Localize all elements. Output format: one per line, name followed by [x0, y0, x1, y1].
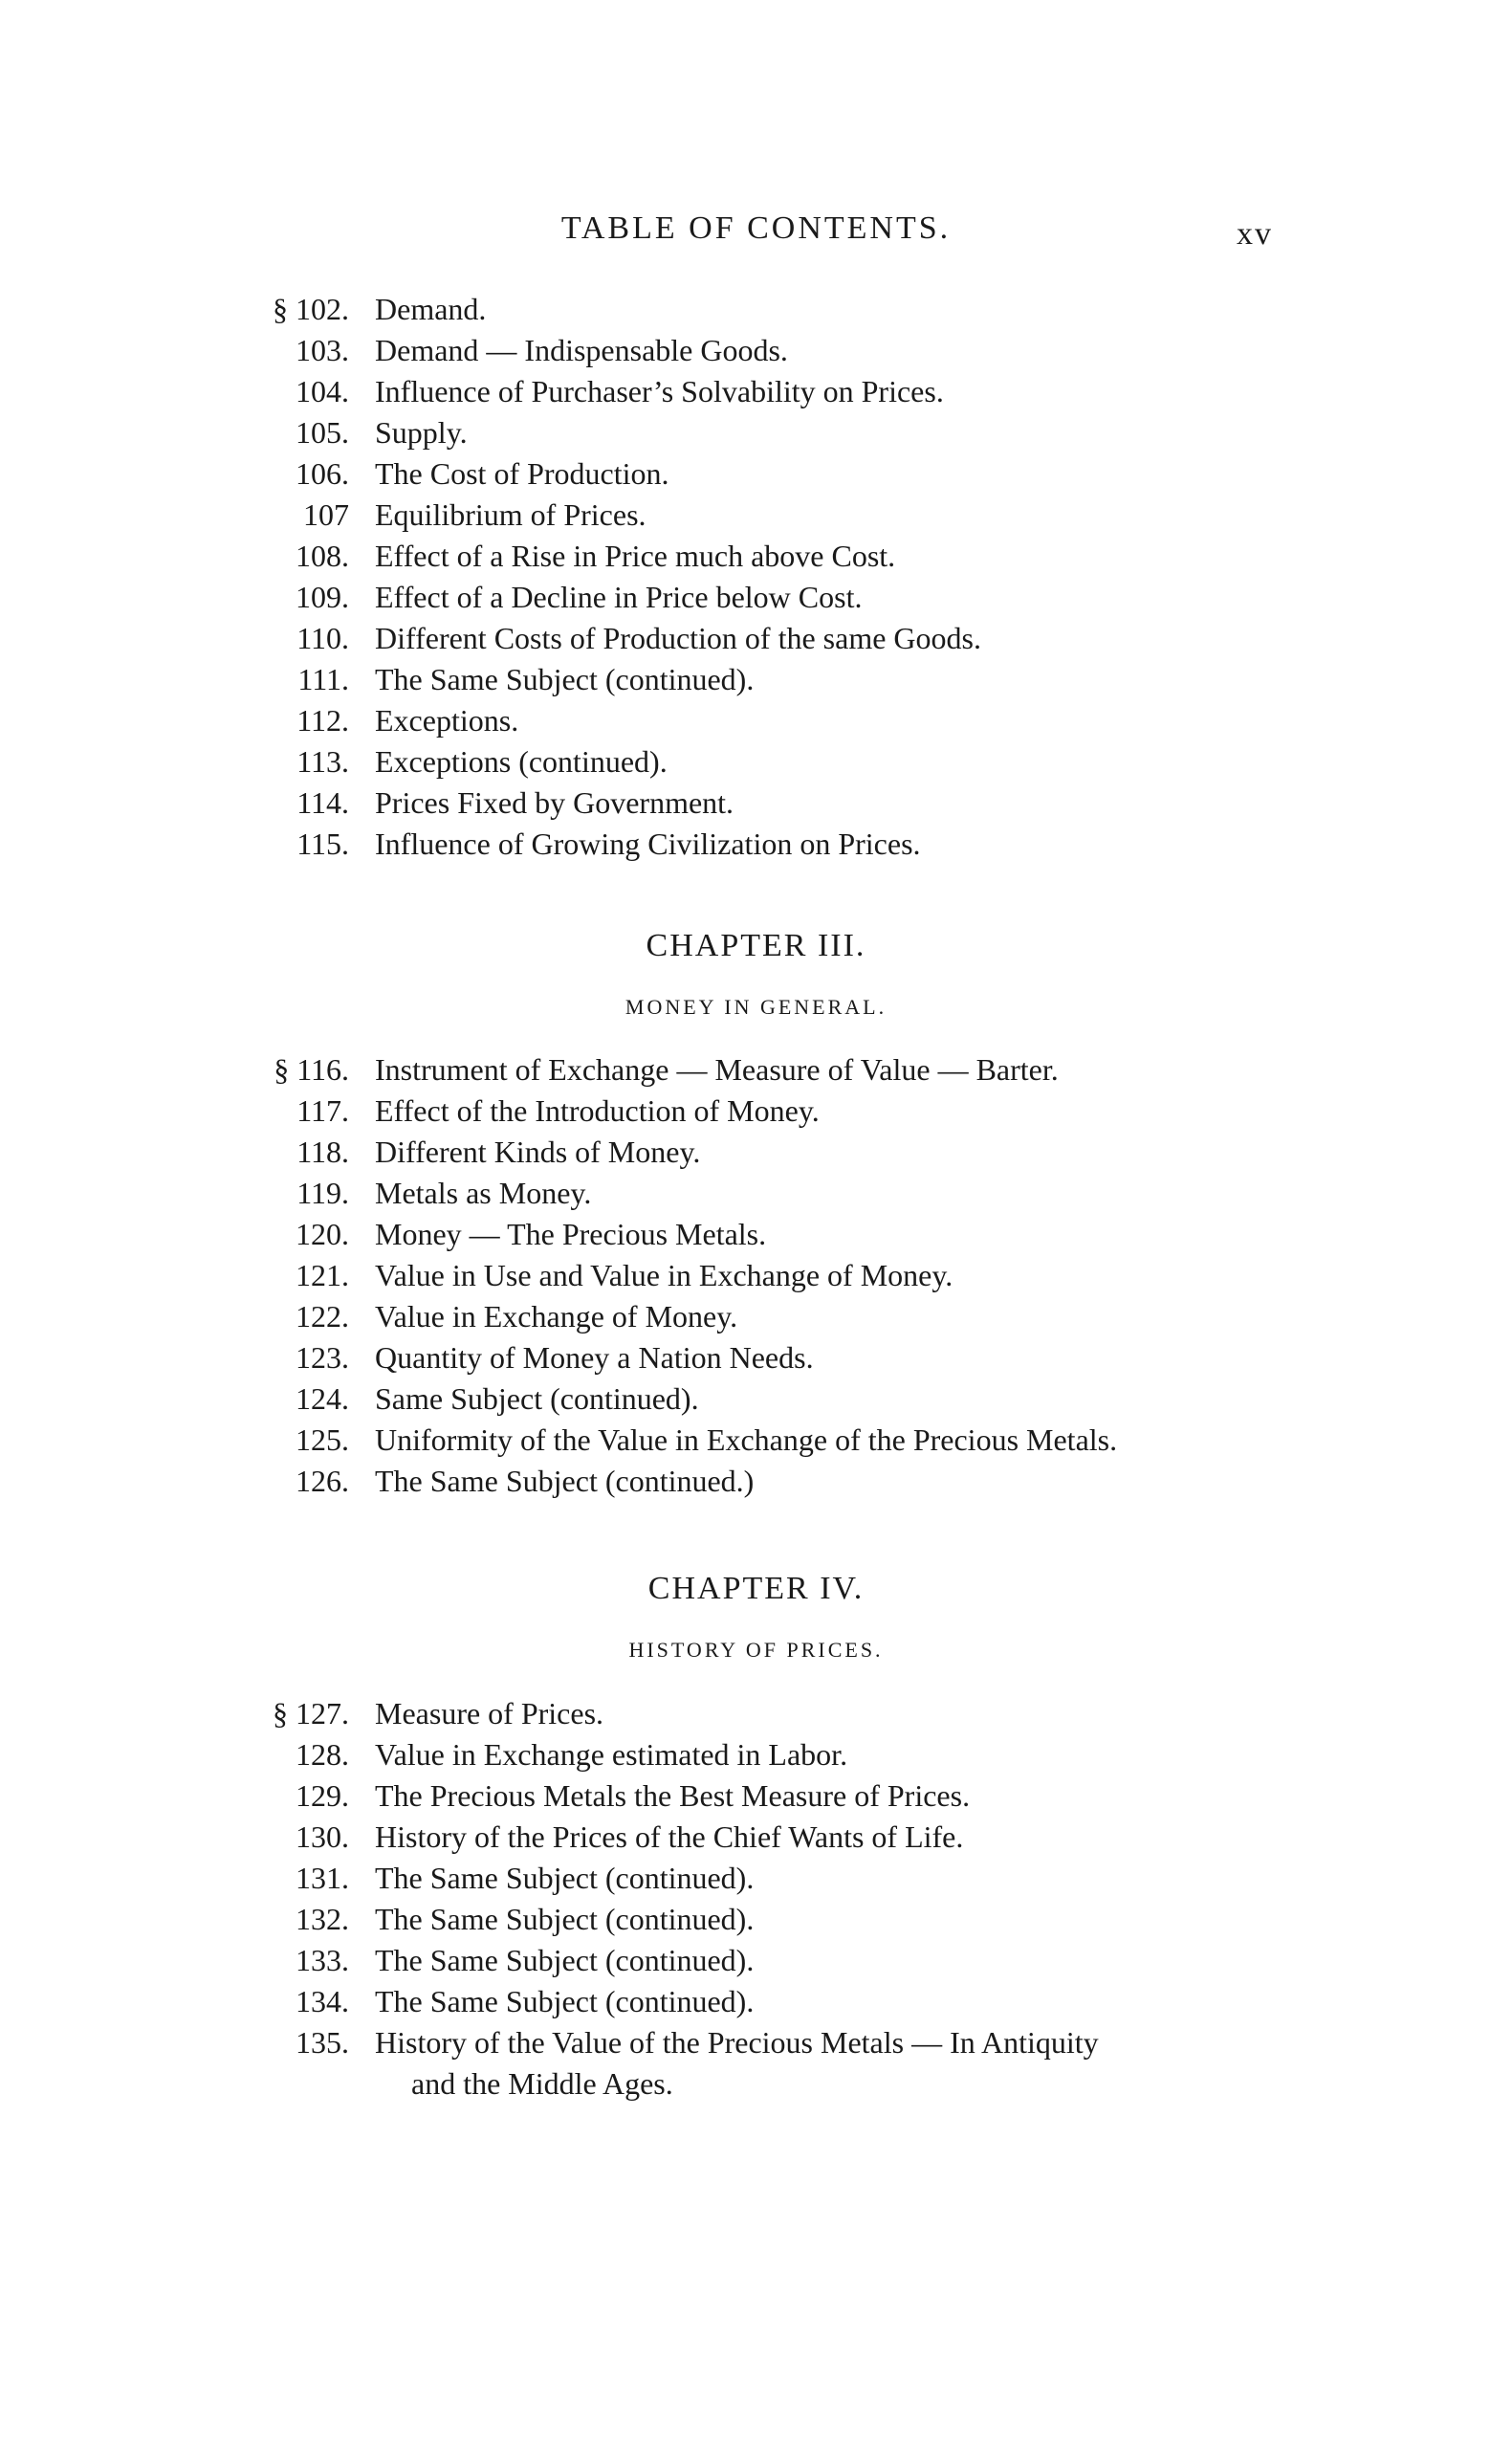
- section-number: 109.: [296, 580, 349, 614]
- section-title-text: Equilibrium of Prices.: [375, 497, 646, 532]
- toc-entry: [253, 1091, 1296, 1132]
- toc-entry: [253, 1858, 1296, 1899]
- section-number: 117.: [296, 1093, 349, 1128]
- section-number: 123.: [296, 1340, 349, 1375]
- toc-entry: [253, 1296, 1296, 1337]
- toc-entry: [253, 783, 1296, 824]
- section-title-text: Money — The Precious Metals.: [375, 1217, 767, 1251]
- section-title: [375, 1734, 847, 1775]
- toc-entry: [253, 1337, 1296, 1378]
- section-number: 129.: [296, 1778, 349, 1813]
- toc-entry: [253, 371, 1296, 412]
- section-number: 111.: [297, 662, 349, 696]
- section-title-text: Value in Use and Value in Exchange of Money.: [375, 1258, 953, 1292]
- section-title-text: The Cost of Production.: [375, 456, 669, 491]
- section-number: 105.: [296, 415, 349, 450]
- section-number: 128.: [296, 1737, 349, 1772]
- section-title-text: Same Subject (continued).: [375, 1381, 699, 1416]
- section-number: 135.: [296, 2025, 349, 2060]
- section-title: [375, 783, 734, 824]
- toc-entry: [253, 1049, 1296, 1091]
- toc-entry: [253, 412, 1296, 453]
- section-title-text: Exceptions (continued).: [375, 744, 668, 779]
- section-title-text: The Same Subject (continued).: [375, 1902, 755, 1936]
- chapter-subheading-4: HISTORY OF PRICES.: [628, 1638, 884, 1662]
- section-title-text: The Same Subject (continued).: [375, 662, 755, 696]
- toc-entry: [253, 1214, 1296, 1255]
- section-title-continuation: and the Middle Ages.: [411, 2066, 673, 2101]
- toc-entry: [253, 330, 1296, 371]
- section-number: 132.: [296, 1902, 349, 1936]
- section-number: 107: [303, 497, 349, 532]
- section-title: [375, 1091, 820, 1132]
- toc-entry: [253, 1899, 1296, 1940]
- section-title: [375, 412, 468, 453]
- section-title: [375, 618, 981, 659]
- section-title: [375, 741, 668, 783]
- toc-entry: [253, 289, 1296, 330]
- section-title: [375, 495, 646, 536]
- section-title-text: Demand.: [375, 292, 487, 326]
- section-title: [375, 824, 921, 865]
- section-title-text: Uniformity of the Value in Exchange of the Precious Metals.: [375, 1422, 1118, 1457]
- section-title: [375, 330, 788, 371]
- section-title: [375, 1173, 591, 1214]
- section-title-text: Exceptions.: [375, 703, 519, 738]
- section-title: [375, 1461, 754, 1502]
- section-title-text: The Same Subject (continued).: [375, 1861, 755, 1895]
- contents-list-chapter-2: [253, 289, 1296, 865]
- section-number: § 116.: [274, 1052, 349, 1087]
- section-title-text: Effect of the Introduction of Money.: [375, 1093, 820, 1128]
- section-title: [375, 1132, 700, 1173]
- chapter-heading-4: CHAPTER IV.: [647, 1571, 865, 1606]
- section-title-text: Effect of a Rise in Price much above Cost.: [375, 539, 896, 573]
- section-number: 103.: [296, 333, 349, 367]
- section-title-text: Effect of a Decline in Price below Cost.: [375, 580, 863, 614]
- section-title: [375, 1775, 970, 1817]
- toc-entry: [253, 659, 1296, 700]
- section-title-text: The Same Subject (continued).: [375, 1943, 755, 1977]
- toc-entry: [253, 1255, 1296, 1296]
- section-title: [375, 1255, 953, 1296]
- section-title-text: The Same Subject (continued.): [375, 1464, 755, 1498]
- section-title: [375, 1858, 754, 1899]
- toc-entry: [253, 1461, 1296, 1502]
- section-title: [375, 577, 862, 618]
- toc-entry: [253, 1981, 1296, 2022]
- section-number: 119.: [296, 1176, 349, 1210]
- section-title: [375, 659, 754, 700]
- section-title: [375, 700, 518, 741]
- toc-entry: [253, 536, 1296, 577]
- section-number: 131.: [296, 1861, 349, 1895]
- toc-entry: [253, 577, 1296, 618]
- section-number: 134.: [296, 1984, 349, 2018]
- toc-entry: [253, 2022, 1296, 2105]
- section-title: [375, 1817, 963, 1858]
- section-title: [375, 1420, 1117, 1461]
- section-number: 104.: [296, 374, 349, 408]
- section-number: 110.: [296, 621, 349, 655]
- toc-entry: [253, 1132, 1296, 1173]
- section-title: [375, 453, 669, 495]
- toc-entry: [253, 1775, 1296, 1817]
- toc-entry: [253, 1378, 1296, 1420]
- section-title: [375, 1296, 737, 1337]
- section-title-text: Prices Fixed by Government.: [375, 785, 734, 820]
- running-title: TABLE OF CONTENTS.: [560, 210, 952, 246]
- toc-entry: [253, 700, 1296, 741]
- section-title-text: Metals as Money.: [375, 1176, 592, 1210]
- section-number: 121.: [296, 1258, 349, 1292]
- contents-list-chapter-4: [253, 1693, 1296, 2105]
- section-number: 118.: [296, 1135, 349, 1169]
- section-number: 130.: [296, 1819, 349, 1854]
- chapter-heading-3: CHAPTER III.: [646, 928, 866, 963]
- toc-entry: [253, 1817, 1296, 1858]
- toc-entry: [253, 1734, 1296, 1775]
- section-number: 124.: [296, 1381, 349, 1416]
- toc-entry: [253, 824, 1296, 865]
- section-title: [375, 1693, 603, 1734]
- toc-entry: [253, 1420, 1296, 1461]
- section-title: [375, 1049, 1059, 1091]
- contents-list-chapter-3: [253, 1049, 1296, 1502]
- section-title-text: Influence of Purchaser’s Solvability on Prices.: [375, 374, 944, 408]
- page-number: xv: [1237, 216, 1273, 252]
- toc-entry: [253, 618, 1296, 659]
- section-title-text: The Same Subject (continued).: [375, 1984, 755, 2018]
- toc-entry: [253, 453, 1296, 495]
- section-number: 106.: [296, 456, 349, 491]
- section-number: 122.: [296, 1299, 349, 1334]
- section-title-text: History of the Prices of the Chief Wants of Life.: [375, 1819, 964, 1854]
- section-number: 126.: [296, 1464, 349, 1498]
- section-title: [375, 536, 895, 577]
- section-title: [375, 1899, 754, 1940]
- section-title-text: Value in Exchange of Money.: [375, 1299, 738, 1334]
- section-number: 133.: [296, 1943, 349, 1977]
- section-title: [375, 1214, 766, 1255]
- section-title-text: Value in Exchange estimated in Labor.: [375, 1737, 848, 1772]
- section-title: [375, 371, 944, 412]
- section-title-text: The Precious Metals the Best Measure of Prices.: [375, 1778, 971, 1813]
- toc-entry: [253, 495, 1296, 536]
- toc-entry: [253, 741, 1296, 783]
- section-title: [375, 1940, 754, 1981]
- toc-entry: [253, 1173, 1296, 1214]
- toc-entry: [253, 1940, 1296, 1981]
- section-title: [375, 1981, 754, 2022]
- section-title-text: Different Costs of Production of the same Goods.: [375, 621, 981, 655]
- section-title-text: Demand — Indispensable Goods.: [375, 333, 788, 367]
- section-title-text: Instrument of Exchange — Measure of Value — Barter.: [375, 1052, 1059, 1087]
- section-number: 113.: [296, 744, 349, 779]
- toc-entry: [253, 1693, 1296, 1734]
- section-title: [375, 1378, 699, 1420]
- section-title-text: Measure of Prices.: [375, 1696, 604, 1731]
- section-title-text: Influence of Growing Civilization on Prices.: [375, 827, 921, 861]
- section-number: 115.: [296, 827, 349, 861]
- section-number: 125.: [296, 1422, 349, 1457]
- section-number: 114.: [296, 785, 349, 820]
- section-title: [375, 289, 486, 330]
- section-title-text: Supply.: [375, 415, 468, 450]
- section-title: [375, 1337, 814, 1378]
- section-title-text: Quantity of Money a Nation Needs.: [375, 1340, 814, 1375]
- section-number: 112.: [296, 703, 349, 738]
- section-title-text: Different Kinds of Money.: [375, 1135, 701, 1169]
- section-number: § 102.: [273, 292, 349, 326]
- section-number: 120.: [296, 1217, 349, 1251]
- section-title-text: History of the Value of the Precious Metals — In Antiquity: [375, 2025, 1099, 2060]
- section-number: § 127.: [273, 1696, 349, 1731]
- section-title: [375, 2022, 1099, 2105]
- section-number: 108.: [296, 539, 349, 573]
- chapter-subheading-3: MONEY IN GENERAL.: [625, 995, 887, 1019]
